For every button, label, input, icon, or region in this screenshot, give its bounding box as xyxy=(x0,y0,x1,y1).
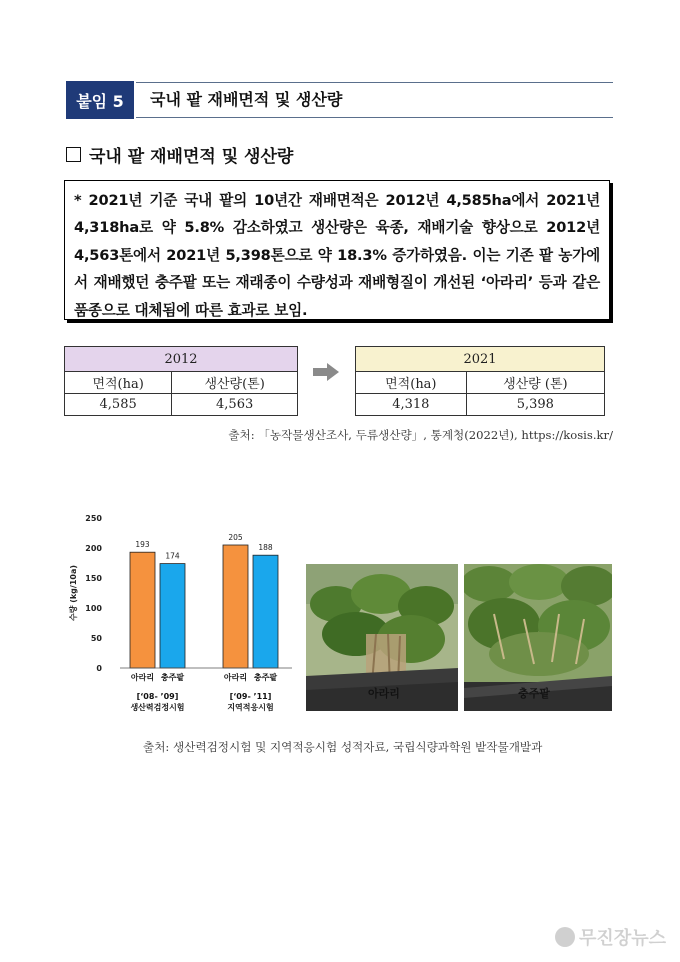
table-year: 2012 xyxy=(65,347,298,372)
table-header-production: 생산량 (톤) xyxy=(466,372,604,394)
table-header-area: 면적(ha) xyxy=(356,372,467,394)
yield-bar-chart xyxy=(62,506,302,720)
group-label-period: [‘09- ’11] xyxy=(229,692,272,701)
bar xyxy=(160,564,185,668)
y-tick-label: 200 xyxy=(85,544,102,553)
photo-caption: 충주팥 xyxy=(518,687,550,700)
y-axis-label: 수량 (kg/10a) xyxy=(69,564,78,622)
photo-arari xyxy=(306,564,458,711)
table-2012 xyxy=(64,346,298,416)
table-cell-area: 4,585 xyxy=(65,394,172,416)
y-tick-label: 0 xyxy=(96,664,102,673)
bar-category-label: 아라리 xyxy=(130,673,155,682)
section-title: 국내 팥 재배면적 및 생산량 xyxy=(89,146,294,167)
bar-category-label: 아라리 xyxy=(223,673,248,682)
table-cell-area: 4,318 xyxy=(356,394,467,416)
checkbox-icon xyxy=(66,147,81,162)
group-label-name: 지역적응시험 xyxy=(227,703,274,712)
table-cell-production: 5,398 xyxy=(466,394,604,416)
bar-value-label: 205 xyxy=(228,533,243,542)
watermark-text: 무진장뉴스 xyxy=(579,928,666,949)
bar-category-label: 충주팥 xyxy=(160,673,185,682)
appendix-badge: 붙임 5 xyxy=(66,81,134,119)
table-year: 2021 xyxy=(356,347,605,372)
appendix-header xyxy=(66,81,613,119)
arrow-right-icon xyxy=(313,363,339,381)
bar xyxy=(223,545,248,668)
bar-category-label: 충주팥 xyxy=(253,673,278,682)
watermark-logo-icon xyxy=(555,927,575,947)
y-tick-label: 100 xyxy=(85,604,102,613)
y-tick-label: 50 xyxy=(90,634,102,643)
bar xyxy=(253,555,278,668)
source-citation: 출처: 「농작물생산조사, 두류생산량」, 통계청(2022년), https://kosis.kr/ xyxy=(228,428,613,442)
watermark xyxy=(555,924,666,950)
y-tick-label: 250 xyxy=(85,514,102,523)
group-label-name: 생산력검정시험 xyxy=(130,703,185,712)
y-tick-label: 150 xyxy=(85,574,102,583)
header-bottom-rule xyxy=(136,117,613,118)
appendix-title: 국내 팥 재배면적 및 생산량 xyxy=(150,90,343,109)
table-header-area: 면적(ha) xyxy=(65,372,172,394)
source-citation-chart: 출처: 생산력검정시험 및 지역적응시험 성적자료, 국립식량과학원 밭작물개발과 xyxy=(143,740,543,754)
group-label-period: [‘08- ’09] xyxy=(136,692,179,701)
bar-value-label: 174 xyxy=(165,551,180,561)
table-cell-production: 4,563 xyxy=(172,394,298,416)
section-heading xyxy=(66,142,293,166)
bar xyxy=(130,552,155,668)
photo-caption: 아라리 xyxy=(368,687,400,700)
bar-value-label: 188 xyxy=(258,543,273,553)
table-header-production: 생산량(톤) xyxy=(172,372,298,394)
bar-value-label: 193 xyxy=(135,540,150,550)
table-2021 xyxy=(355,346,605,416)
photo-chungju xyxy=(464,564,612,711)
summary-box: * 2021년 기준 국내 팥의 10년간 재배면적은 2012년 4,585ha에서 2021년 4,318ha로 약 5.8% 감소하였고 생산량은 육종, 재배기술 향상으로 2012년 4,563톤에서 2021년 5,398톤으로 약 18.3% 증가하였음. 이는 기존 팥 농가에서 재배했던 충주팥 또는 재래종이 수량성과 재배형질이 개선된 ‘아라리’ 등과 같은 품종으로 대체됨에 따른 효과로 보임. xyxy=(64,180,610,320)
